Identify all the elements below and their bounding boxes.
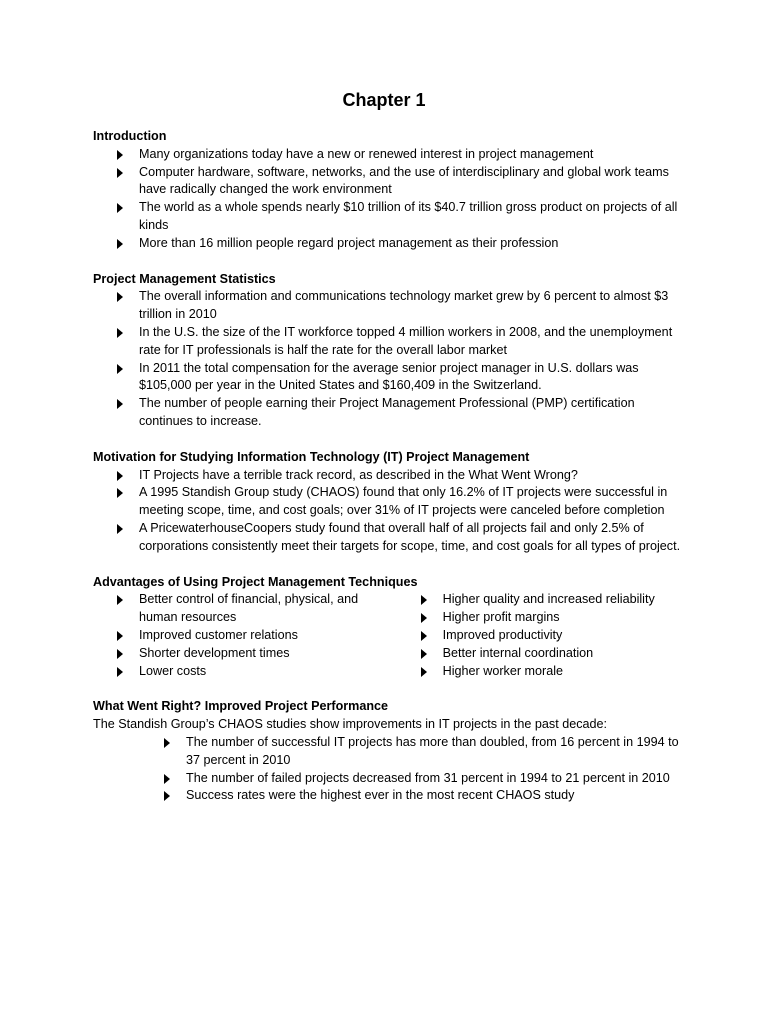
list-item: More than 16 million people regard project management as their profession	[139, 235, 683, 253]
list-item: The number of people earning their Project Management Professional (PMP) certification continues to increase.	[139, 395, 683, 431]
triangle-bullet-icon	[117, 364, 123, 374]
list-item: Better internal coordination	[443, 645, 683, 663]
page-title: Chapter 1	[342, 90, 426, 110]
list-item: Computer hardware, software, networks, and the use of interdisciplinary and global work teams have radically changed the work environment	[139, 164, 683, 200]
two-column-list	[93, 591, 683, 680]
list-item: The number of failed projects decreased from 31 percent in 1994 to 21 percent in 2010	[186, 770, 683, 788]
document-body	[93, 128, 683, 805]
bullet-list	[93, 734, 683, 805]
triangle-bullet-icon	[117, 471, 123, 481]
bullet-list	[93, 288, 683, 430]
triangle-bullet-icon	[117, 292, 123, 302]
list-item: Lower costs	[139, 663, 397, 681]
list-item: Higher quality and increased reliability	[443, 591, 683, 609]
list-item: In 2011 the total compensation for the average senior project manager in U.S. dollars was $105,000 per year in the United States and $160,409 in the Switzerland.	[139, 360, 683, 396]
list-item: The overall information and communications technology market grew by 6 percent to almost $3 trillion in 2010	[139, 288, 683, 324]
triangle-bullet-icon	[117, 399, 123, 409]
triangle-bullet-icon	[117, 524, 123, 534]
list-item: IT Projects have a terrible track record, as described in the What Went Wrong?	[139, 467, 683, 485]
list-item: Improved customer relations	[139, 627, 397, 645]
list-item: The number of successful IT projects has more than doubled, from 16 percent in 1994 to 37 percent in 2010	[186, 734, 683, 770]
section-heading: Motivation for Studying Information Technology (IT) Project Management	[93, 449, 530, 464]
triangle-bullet-icon	[117, 328, 123, 338]
list-item: Better control of financial, physical, and human resources	[139, 591, 397, 627]
triangle-bullet-icon	[117, 631, 123, 641]
triangle-bullet-icon	[421, 595, 427, 605]
section-what-went-right	[93, 698, 683, 805]
triangle-bullet-icon	[421, 667, 427, 677]
list-item: A 1995 Standish Group study (CHAOS) found that only 16.2% of IT projects were successful in meeting scope, time, and cost goals; over 31% of IT projects were canceled before completion	[139, 484, 683, 520]
list-item: Improved productivity	[443, 627, 683, 645]
list-item: Many organizations today have a new or renewed interest in project management	[139, 146, 683, 164]
triangle-bullet-icon	[164, 774, 170, 784]
list-item: Higher worker morale	[443, 663, 683, 681]
bullet-list	[93, 467, 683, 556]
triangle-bullet-icon	[117, 595, 123, 605]
list-item: Shorter development times	[139, 645, 397, 663]
section-statistics	[93, 271, 683, 431]
triangle-bullet-icon	[117, 168, 123, 178]
section-heading: Project Management Statistics	[93, 271, 276, 286]
triangle-bullet-icon	[164, 738, 170, 748]
triangle-bullet-icon	[117, 649, 123, 659]
triangle-bullet-icon	[421, 613, 427, 623]
list-item: The world as a whole spends nearly $10 trillion of its $40.7 trillion gross product on projects of all kinds	[139, 199, 683, 235]
section-heading: What Went Right? Improved Project Performance	[93, 699, 389, 714]
triangle-bullet-icon	[421, 631, 427, 641]
section-heading: Advantages of Using Project Management Techniques	[93, 574, 418, 589]
section-motivation	[93, 449, 683, 556]
triangle-bullet-icon	[117, 150, 123, 160]
triangle-bullet-icon	[117, 667, 123, 677]
list-item: A PricewaterhouseCoopers study found that overall half of all projects fail and only 2.5% of corporations consistently meet their targets for scope, time, and cost goals for all types of project.	[139, 520, 683, 556]
triangle-bullet-icon	[117, 488, 123, 498]
bullet-list-left	[93, 591, 397, 680]
list-item: Success rates were the highest ever in the most recent CHAOS study	[186, 787, 683, 805]
section-advantages	[93, 574, 683, 681]
triangle-bullet-icon	[117, 239, 123, 249]
list-item: In the U.S. the size of the IT workforce topped 4 million workers in 2008, and the unemployment rate for IT professionals is half the rate for the overall labor market	[139, 324, 683, 360]
bullet-list-right	[397, 591, 683, 680]
triangle-bullet-icon	[421, 649, 427, 659]
bullet-list	[93, 146, 683, 253]
section-paragraph: The Standish Group’s CHAOS studies show improvements in IT projects in the past decade:	[93, 717, 608, 732]
section-introduction	[93, 128, 683, 253]
triangle-bullet-icon	[117, 203, 123, 213]
list-item: Higher profit margins	[443, 609, 683, 627]
triangle-bullet-icon	[164, 791, 170, 801]
section-heading: Introduction	[93, 129, 167, 143]
